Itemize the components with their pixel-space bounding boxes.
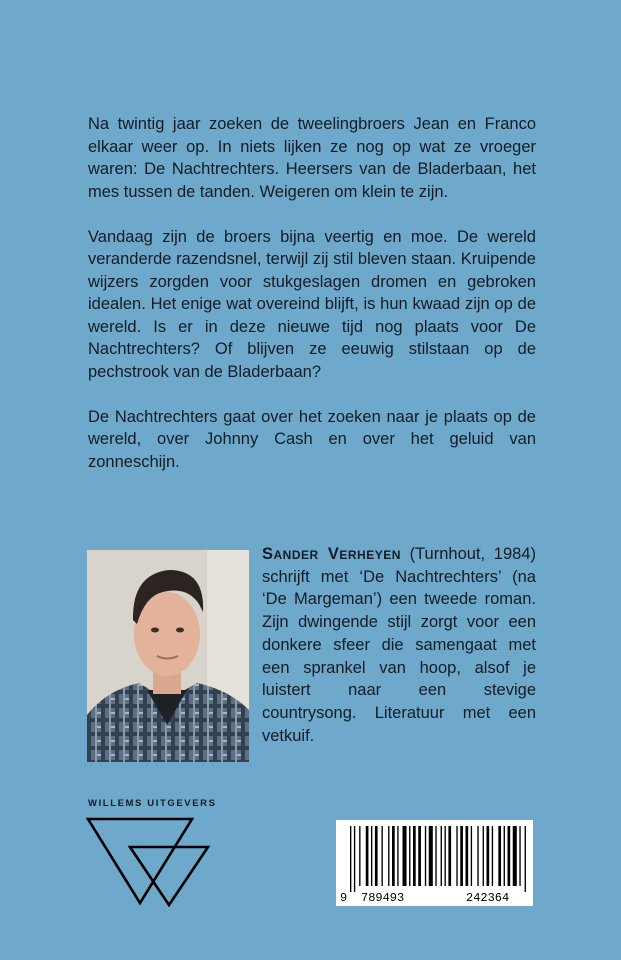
author-portrait-illustration — [87, 550, 249, 762]
author-bio — [262, 543, 536, 747]
barcode-bar — [487, 826, 490, 886]
publisher-logo — [86, 815, 211, 912]
barcode-bar — [418, 826, 421, 886]
barcode-bar — [441, 826, 442, 886]
barcode-bar — [448, 826, 451, 886]
barcode-bar — [492, 826, 493, 886]
barcode-left-digit: 9 — [340, 891, 348, 905]
publisher-name: WILLEMS UITGEVERS — [88, 798, 217, 809]
triangles-logo-icon — [86, 815, 211, 907]
barcode-bar — [456, 826, 457, 886]
barcode-bar — [508, 826, 511, 886]
blurb-paragraph-3: De Nachtrechters gaat over het zoeken naar je plaats op de wereld, over Johnny Cash en over het geluid van zonneschijn. — [88, 407, 536, 471]
barcode-bar — [429, 826, 433, 886]
barcode-bar — [460, 826, 463, 886]
barcode-bar — [435, 826, 436, 886]
barcode-bar — [382, 826, 383, 886]
isbn-barcode — [336, 820, 533, 906]
barcode-bar — [388, 826, 389, 886]
barcode-bar — [359, 826, 360, 886]
barcode-bar — [477, 826, 478, 886]
barcode-bar — [471, 826, 472, 886]
barcode-bar — [371, 826, 372, 886]
barcode-bar — [504, 826, 505, 886]
author-bio-text: (Turnhout, 1984) schrijft met ‘De Nachtrechters’ (na ‘De Margeman’) een tweede roman. Zijn dwingende stijl zorgt voor een donkere sfeer die samengaat met een sprankel van hoop, alsof je luistert naar een stevige countrysong. Literatuur met een vetkuif. — [262, 545, 536, 745]
barcode-bar — [519, 826, 520, 886]
barcode-bar — [403, 826, 407, 886]
barcode-bar — [375, 826, 378, 886]
barcode-bar — [525, 826, 526, 892]
barcode-bar — [392, 826, 395, 886]
barcode-bar — [397, 826, 398, 886]
author-photo — [87, 550, 249, 762]
back-cover-blurb — [88, 113, 536, 496]
author-name: Sander Verheyen — [262, 545, 401, 563]
barcode-bar — [409, 826, 410, 886]
barcode-bar — [445, 826, 446, 886]
barcode-digits-group-1: 789493 — [361, 891, 405, 905]
barcode-bar — [483, 826, 484, 886]
blurb-paragraph-1: Na twintig jaar zoeken de tweelingbroers Jean en Franco elkaar weer op. In niets lijken ze nog op wat ze vroeger waren: De Nachtrechters. Heersers van de Bladerbaan, het mes tussen de tanden. Weigeren om klein te zijn. — [88, 115, 536, 201]
blurb-paragraph-2: Vandaag zijn de broers bijna veertig en moe. De wereld veranderde razendsnel, terwijl zij stil bleven staan. Kruipende wijzers zorgden voor stukgeslagen dromen en gebroken idealen. Het enige wat overeind blijft, is hun kwaad zijn op de wereld. Is er in deze nieuwe tijd nog plaats voor De Nachtrechters? Of blijven ze eeuwig stilstaan op de pechstrook van de Bladerbaan? — [88, 227, 536, 381]
barcode-bar — [413, 826, 416, 886]
barcode-bar — [498, 826, 501, 886]
barcode-digits-group-2: 242364 — [466, 891, 510, 905]
barcode-bar — [366, 826, 369, 886]
barcode-bar — [350, 826, 351, 892]
barcode-bar — [513, 826, 517, 886]
barcode-bar — [354, 826, 355, 892]
barcode-graphic — [336, 820, 533, 906]
barcode-bar — [466, 826, 469, 886]
barcode-bar — [425, 826, 426, 886]
